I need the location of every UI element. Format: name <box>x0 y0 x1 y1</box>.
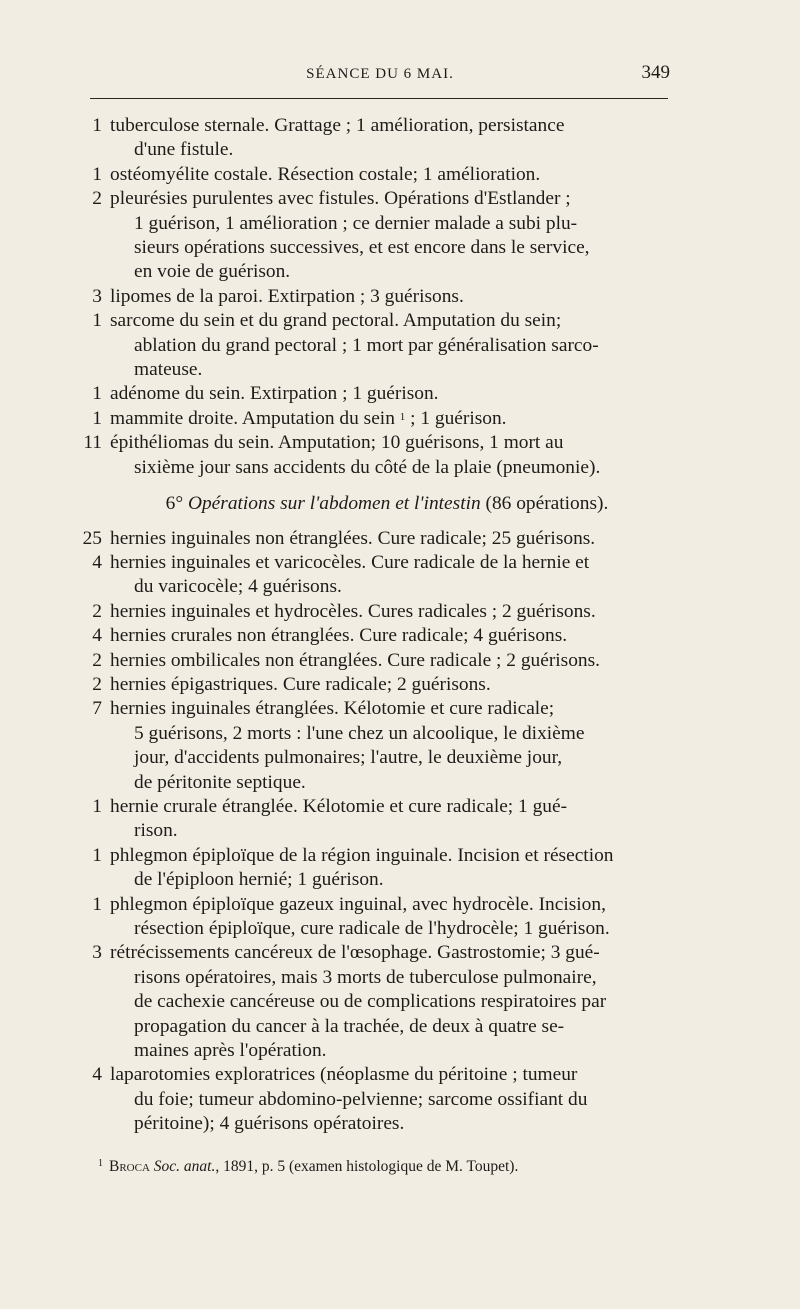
item-line: hernies inguinales et hydrocèles. Cures radicales ; 2 guérisons. <box>110 600 596 622</box>
item-line: épithéliomas du sein. Amputation; 10 guérisons, 1 mort au <box>110 432 564 454</box>
item-line-text: ; 1 guérison. <box>405 407 507 429</box>
list-item <box>74 382 670 406</box>
footnote-journal: Soc. anat. <box>153 1158 216 1175</box>
item-line: maines après l'opération. <box>134 1040 327 1062</box>
item-text <box>102 624 670 648</box>
list-item <box>74 407 670 431</box>
list-item <box>74 941 670 1063</box>
item-line: adénome du sein. Extirpation ; 1 guérison. <box>110 383 439 405</box>
footnote-marker: 1 <box>98 1158 103 1169</box>
item-text <box>102 527 670 551</box>
item-text <box>102 673 670 697</box>
item-count: 1 <box>92 310 102 332</box>
item-line: jour, d'accidents pulmonaires; l'autre, le deuxième jour, <box>134 747 563 769</box>
item-text <box>102 649 670 673</box>
item-line: hernies inguinales et varicocèles. Cure radicale de la hernie et <box>110 551 590 573</box>
list-item <box>74 1063 670 1136</box>
item-line <box>110 407 670 431</box>
item-line: laparotomies exploratrices (néoplasme du péritoine ; tumeur <box>110 1064 578 1086</box>
page-number: 349 <box>641 62 670 83</box>
item-count: 7 <box>92 698 102 720</box>
item-line-text: mammite droite. Amputation du sein <box>110 407 395 429</box>
item-text <box>102 187 670 285</box>
item-count: 1 <box>92 407 102 429</box>
item-count: 4 <box>92 551 102 573</box>
running-title: SÉANCE DU 6 MAI. <box>306 66 454 82</box>
list-item <box>74 795 670 844</box>
entries-top-list <box>74 114 670 480</box>
list-item <box>74 431 670 480</box>
item-text <box>102 697 670 795</box>
page-header <box>90 62 670 90</box>
item-line: lipomes de la paroi. Extirpation ; 3 guérisons. <box>110 285 464 307</box>
item-line: rison. <box>134 820 178 842</box>
item-text <box>102 309 670 382</box>
item-text <box>102 431 670 480</box>
item-line: du foie; tumeur abdomino-pelvienne; sarcome ossifiant du <box>134 1088 588 1110</box>
list-item <box>74 187 670 285</box>
item-line: ostéomyélite costale. Résection costale; 1 amélioration. <box>110 163 541 185</box>
item-count: 25 <box>82 527 102 549</box>
item-line: 1 guérison, 1 amélioration ; ce dernier malade a subi plu- <box>134 212 578 234</box>
item-text <box>102 795 670 844</box>
list-item <box>74 844 670 893</box>
item-text <box>102 844 670 893</box>
item-text <box>102 163 670 187</box>
list-item <box>74 893 670 942</box>
list-item <box>74 697 670 795</box>
item-line: hernies inguinales non étranglées. Cure radicale; 25 guérisons. <box>110 527 596 549</box>
item-line: sarcome du sein et du grand pectoral. Amputation du sein; <box>110 310 562 332</box>
item-line: 5 guérisons, 2 morts : l'une chez un alcoolique, le dixième <box>134 722 585 744</box>
item-line: tuberculose sternale. Grattage ; 1 amélioration, persistance <box>110 115 565 136</box>
list-item <box>74 673 670 697</box>
item-line: de cachexie cancéreuse ou de complications respiratoires par <box>134 991 607 1013</box>
item-text <box>102 893 670 942</box>
item-count: 4 <box>92 625 102 647</box>
list-item <box>74 309 670 382</box>
item-line: pleurésies purulentes avec fistules. Opérations d'Estlander ; <box>110 188 571 210</box>
list-item <box>74 163 670 187</box>
item-text <box>102 551 670 600</box>
item-count: 3 <box>92 942 102 964</box>
footnote-rest: , 1891, p. 5 (examen histologique de M. Toupet). <box>215 1158 519 1175</box>
item-line: ablation du grand pectoral ; 1 mort par généralisation sarco- <box>134 334 599 356</box>
list-item <box>74 600 670 624</box>
item-line: risons opératoires, mais 3 morts de tuberculose pulmonaire, <box>134 966 597 988</box>
item-line: hernies épigastriques. Cure radicale; 2 guérisons. <box>110 673 491 695</box>
list-item <box>74 551 670 600</box>
footnote <box>98 1158 678 1176</box>
item-line: propagation du cancer à la trachée, de deux à quatre se- <box>134 1015 565 1037</box>
item-line: de l'épiploon hernié; 1 guérison. <box>134 869 384 891</box>
item-text <box>102 1063 670 1136</box>
item-count: 1 <box>92 844 102 866</box>
item-text <box>102 600 670 624</box>
item-count: 3 <box>92 285 102 307</box>
item-line: du varicocèle; 4 guérisons. <box>134 576 342 598</box>
list-item <box>74 624 670 648</box>
page-body <box>74 114 670 1137</box>
entries-bottom-list <box>74 527 670 1137</box>
section-count: (86 opérations). <box>485 493 609 515</box>
section-title: Opérations sur l'abdomen et l'intestin <box>187 493 481 515</box>
item-line: hernies inguinales étranglées. Kélotomie et cure radicale; <box>110 698 555 720</box>
item-line: en voie de guérison. <box>134 261 291 283</box>
footnote-author: Broca <box>109 1158 150 1175</box>
item-count: 2 <box>92 600 102 622</box>
item-count: 1 <box>92 115 102 136</box>
item-line: phlegmon épiploïque gazeux inguinal, avec hydrocèle. Incision, <box>110 893 606 915</box>
item-line: sieurs opérations successives, et est encore dans le service, <box>134 237 590 259</box>
item-text <box>102 407 670 431</box>
item-count: 4 <box>92 1064 102 1086</box>
item-line: résection épiploïque, cure radicale de l'hydrocèle; 1 guérison. <box>134 918 610 939</box>
item-text <box>102 285 670 309</box>
item-count: 2 <box>92 649 102 671</box>
item-line: d'une fistule. <box>134 139 234 161</box>
item-line: hernies ombilicales non étranglées. Cure radicale ; 2 guérisons. <box>110 649 600 671</box>
list-item <box>74 527 670 551</box>
header-rule <box>90 98 668 99</box>
item-count: 1 <box>92 163 102 185</box>
item-count: 2 <box>92 188 102 210</box>
item-text <box>102 114 670 163</box>
item-line: sixième jour sans accidents du côté de la plaie (pneumonie). <box>134 456 601 478</box>
item-text <box>102 382 670 406</box>
item-count: 2 <box>92 673 102 695</box>
item-count: 11 <box>83 432 102 454</box>
item-count: 1 <box>92 383 102 405</box>
footnote-reference: 1 <box>399 410 406 423</box>
item-line: phlegmon épiploïque de la région inguinale. Incision et résection <box>110 844 614 866</box>
item-count: 1 <box>92 893 102 915</box>
list-item <box>74 114 670 163</box>
item-line: hernies crurales non étranglées. Cure radicale; 4 guérisons. <box>110 625 568 647</box>
item-line: rétrécissements cancéreux de l'œsophage. Gastrostomie; 3 gué- <box>110 942 600 964</box>
section-heading <box>74 492 670 516</box>
item-line: hernie crurale étranglée. Kélotomie et cure radicale; 1 gué- <box>110 795 568 817</box>
item-text <box>102 941 670 1063</box>
list-item <box>74 285 670 309</box>
item-line: péritoine); 4 guérisons opératoires. <box>134 1113 405 1135</box>
list-item <box>74 649 670 673</box>
item-count: 1 <box>92 795 102 817</box>
section-number: 6° <box>165 493 184 515</box>
item-line: de péritonite septique. <box>134 771 306 793</box>
item-line: mateuse. <box>134 359 203 381</box>
